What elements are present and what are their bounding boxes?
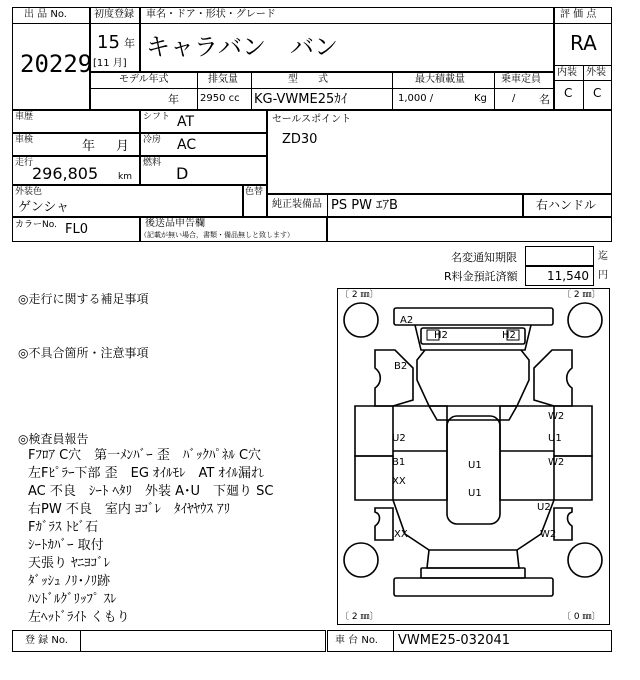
sales-point-value: ZD30 [282,132,318,147]
reg-no-label: 登 録 No. [25,635,68,646]
damage-mark: XX [392,476,406,487]
displacement: 2950 cc [200,93,240,104]
steering-value: 右ハンドル [536,198,597,212]
exterior-grade-label: 外装 [586,67,606,78]
first-reg-year: 15 [97,32,120,53]
inspector-report-label: ◎検査員報告 [18,432,89,446]
lot-number: 20229 [20,50,93,78]
inspection-month: 月 [116,139,130,154]
wheel-front-left [344,303,378,337]
name-change-unit: 迄 [598,251,608,262]
report-line: Fｶﾞﾗｽ ﾄﾋﾞ石 [28,520,99,535]
damage-mark: XX [394,529,408,540]
first-reg-label: 初度登録 [94,9,134,20]
wheel-front-right [568,303,602,337]
exterior-grade: C [593,86,602,100]
color-change-label: 色替 [245,187,264,197]
wheel-rear-left [344,543,378,577]
color-no-value: FL0 [65,222,88,237]
damage-mark: U2 [537,502,551,513]
driving-notes-label: ◎走行に関する補足事項 [18,292,149,306]
name-change-label: 名変通知期限 [451,251,517,264]
mileage-label: 走行 [15,158,34,168]
mileage-unit: km [118,172,132,182]
model-year-label: モデル年式 [119,74,169,85]
tire-depth-rear-left: 〔 2 ㎜〕 [340,612,379,622]
inspection-label: 車検 [15,135,34,145]
declaration-label: 後送品申告欄 [145,218,205,229]
recycle-amount: 11,540 [547,269,589,283]
ac-value: AC [177,137,197,153]
shift-label: シフト [143,112,171,122]
rating-label: 評 価 点 [560,9,597,20]
report-line: Fﾌﾛｱ C穴 第一ﾒﾝﾊﾞｰ 歪 ﾊﾞｯｸﾊﾟﾈﾙ C穴 [28,448,262,463]
car-name-label: 車名・ドア・形状・グレード [146,9,276,20]
equipment-label: 純正装備品 [272,199,322,210]
first-reg-month: [11 月] [93,58,127,69]
defect-notes-label: ◎不具合箇所・注意事項 [18,346,149,360]
damage-mark: W2 [540,529,557,540]
report-line: 左Fﾋﾟﾗｰ下部 歪 EG ｵｲﾙﾓﾚ AT ｵｲﾙ漏れ [28,466,264,481]
damage-mark: U1 [468,460,482,471]
type-value: KG-VWME25ｶｲ [254,92,348,107]
rating-value: RA [570,31,597,55]
car-body-diagram [337,288,610,625]
lot-label: 出 品 No. [24,9,67,20]
color-label: 外装色 [15,187,43,197]
color-no-label: カラーNo. [15,220,57,230]
fuel-value: D [176,164,189,183]
type-label: 型 式 [288,74,328,85]
report-line: ﾀﾞｯｼｭ ﾉﾘ･ﾉﾘ跡 [28,574,111,589]
interior-grade: C [564,86,573,100]
report-line: ｼｰﾄｶﾊﾞｰ 取付 [28,538,104,553]
inspection-year: 年 [82,139,96,154]
blank-box [327,217,612,242]
fuel-label: 燃料 [143,158,162,168]
wheel-rear-right [568,543,602,577]
model-year-unit: 年 [168,93,179,106]
report-line: 左ﾍｯﾄﾞﾗｲﾄ くもり [28,610,130,625]
capacity-unit: 名 [539,93,550,106]
mileage-value: 296,805 [32,164,99,183]
sales-point-label: セールスポイント [272,114,352,125]
first-reg-year-unit: 年 [124,37,135,50]
color-value: ゲンシャ [18,200,70,215]
car-name: キャラバン バン [146,33,338,61]
damage-mark: U1 [548,433,562,444]
report-line: ﾊﾝﾄﾞﾙｸﾞﾘｯﾌﾟ ｽﾚ [28,592,117,607]
damage-mark: H2 [502,330,516,341]
tire-depth-front-right: 〔 2 ㎜〕 [562,290,601,300]
declaration-note: （記載が無い場合，書類・備品無しと致します） [140,231,294,239]
tire-depth-rear-right: 〔 0 ㎜〕 [562,612,601,622]
damage-mark: U1 [468,488,482,499]
capacity-value: / [512,93,516,104]
name-change-box [525,246,594,266]
recycle-label: R料金預託済額 [444,270,518,283]
displacement-label: 排気量 [208,74,238,85]
damage-mark: U2 [392,433,406,444]
report-line: 右PW 不良 室内 ﾖｺﾞﾚ ﾀｲﾔﾔｳｽ ｱﾘ [28,502,231,517]
tire-depth-front-left: 〔 2 ㎜〕 [340,290,379,300]
report-line: 天張り ﾔﾆﾖｺﾞﾚ [28,556,111,571]
chassis-value: VWME25-032041 [398,633,511,648]
equipment-value: PS PW ｴｱB [331,198,398,213]
ac-label: 冷房 [143,135,162,145]
report-line: AC 不良 ｼｰﾄ ﾍﾀﾘ 外装 A･U 下廻り SC [28,484,274,499]
damage-mark: W2 [548,411,565,422]
damage-mark: A2 [400,315,414,326]
load-label: 最大積載量 [415,74,465,85]
load-value: 1,000 / [398,93,434,104]
capacity-label: 乗車定員 [501,74,541,85]
damage-mark: B2 [394,361,408,372]
damage-mark: B1 [392,457,406,468]
history-label: 車歴 [15,112,34,122]
chassis-label: 車 台 No. [335,635,378,646]
damage-mark: H2 [434,330,448,341]
damage-mark: W2 [548,457,565,468]
interior-grade-label: 内装 [557,67,577,78]
load-unit: Kg [474,93,487,104]
recycle-unit: 円 [598,270,608,281]
shift-value: AT [177,114,195,130]
